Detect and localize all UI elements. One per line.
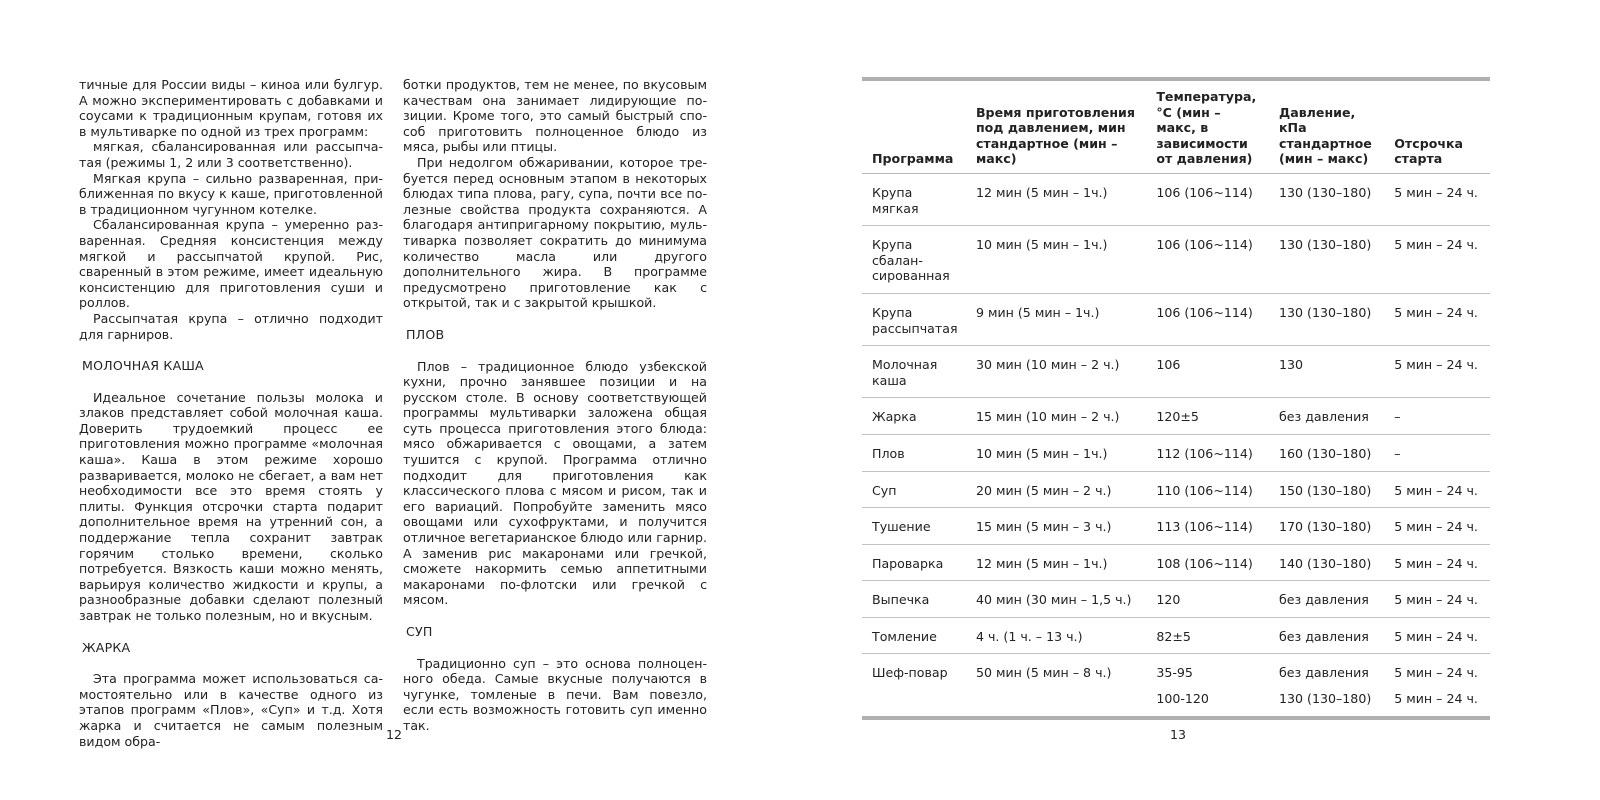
cell-delay: – bbox=[1384, 398, 1490, 435]
table-row bbox=[862, 346, 1490, 398]
cell-program: Крупа рассыпчатая bbox=[862, 293, 966, 345]
body-paragraph: Мягкая крупа – сильно разваренная, приближенная по вкусу к каше, приготовленной в традиционном чугунном котелке. bbox=[79, 170, 383, 217]
table-row bbox=[862, 581, 1490, 618]
cell-program: Крупа сбалансированная bbox=[862, 226, 966, 294]
table-row bbox=[862, 508, 1490, 545]
cell-temperature: 108 (106~114) bbox=[1146, 544, 1269, 581]
cell-delay bbox=[1384, 654, 1490, 718]
cell-time: 15 мин (5 мин – 3 ч.) bbox=[966, 508, 1146, 545]
cell-delay: 5 мин – 24 ч. bbox=[1384, 293, 1490, 345]
cell-pressure: 170 (130–180) bbox=[1269, 508, 1384, 545]
cell-time: 30 мин (10 мин – 2 ч.) bbox=[966, 346, 1146, 398]
text-column-left bbox=[79, 77, 383, 749]
cell-time: 12 мин (5 мин – 1ч.) bbox=[966, 544, 1146, 581]
cell-time: 4 ч. (1 ч. – 13 ч.) bbox=[966, 617, 1146, 654]
cell-program: Шеф-повар bbox=[872, 665, 948, 681]
cell-time: 10 мин (5 мин – 1ч.) bbox=[966, 226, 1146, 294]
header-temperature: Температура, °С (мин – макс, в зависимости от давления) bbox=[1146, 79, 1269, 173]
cell-time: 50 мин (5 мин – 8 ч.) bbox=[975, 665, 1112, 681]
cell-temperature: 120±5 bbox=[1146, 398, 1269, 435]
cell-temperature: 113 (106~114) bbox=[1146, 508, 1269, 545]
body-paragraph: Эта программа может использоваться самостоятельно или в качестве одного из этапов программ «Плов», «Суп» и т.д. Хотя жарка и считается не самым полезным видом обра- bbox=[79, 671, 383, 749]
cell-pressure: без давления bbox=[1269, 581, 1384, 618]
cell-temperature: 106 (106~114) bbox=[1146, 226, 1269, 294]
table-row bbox=[862, 654, 1490, 718]
cell-pressure: 130 (130–180) bbox=[1269, 226, 1384, 294]
cell-pressure: 160 (130–180) bbox=[1269, 434, 1384, 471]
table-row bbox=[862, 226, 1490, 294]
cell-temperature: 112 (106~114) bbox=[1146, 434, 1269, 471]
body-paragraph: Плов – традиционное блюдо узбекской кухни, прочно занявшее позиции и на русском столе. В основу соответствующей программы мультиварки заложена общая суть процесса приготовления этого блюда: мясо обжаривается с овощами, а затем тушится с крупой. Программа отлично подходит для приготовления как классического плова с мясом и рисом, так и его вариаций. Попробуйте заменить мясо овощами или сухофруктами, и получится отличное вегетарианское блюдо или гарнир. А заменив рис макаронами или гречкой, сможете накормить семью аппетитными макаронами по-флотски или гречкой с мясом. bbox=[403, 358, 707, 608]
header-delay: Отсрочка старта bbox=[1384, 79, 1490, 173]
cell-pressure-line: 130 (130–180) bbox=[1279, 691, 1372, 707]
cell-program: Жарка bbox=[862, 398, 966, 435]
section-heading: ЖАРКА bbox=[82, 639, 131, 655]
cell-temperature bbox=[1146, 654, 1269, 718]
body-paragraph: ботки продуктов, тем не менее, по вкусовым качествам она занимает лидирующие позиции. Кроме того, это самый быстрый способ приготовить полноценное блюдо из мяса, рыбы или птицы. bbox=[403, 77, 707, 155]
header-time: Время приготовления под давлением, мин стандартное (мин – макс) bbox=[966, 79, 1146, 173]
cell-delay: – bbox=[1384, 434, 1490, 471]
cell-program: Крупа мягкая bbox=[862, 173, 966, 225]
body-paragraph: Традиционно суп – это основа полноценного обеда. Самые вкусные получаются в чугунке, томленые в печи. Вам повезло, если есть возможность готовить суп именно так. bbox=[403, 655, 707, 733]
cell-delay: 5 мин – 24 ч. bbox=[1384, 471, 1490, 508]
cell-program: Плов bbox=[862, 434, 966, 471]
body-paragraph: мягкая, сбалансированная или рассыпчатая (режимы 1, 2 или 3 соответственно). bbox=[79, 139, 383, 170]
table-row bbox=[862, 293, 1490, 345]
table-row bbox=[862, 471, 1490, 508]
header-program: Программа bbox=[862, 79, 966, 173]
cell-time: 10 мин (5 мин – 1ч.) bbox=[966, 434, 1146, 471]
cell-pressure: 140 (130–180) bbox=[1269, 544, 1384, 581]
cell-program: Молочная каша bbox=[862, 346, 966, 398]
cell-delay: 5 мин – 24 ч. bbox=[1384, 581, 1490, 618]
cell-time: 9 мин (5 мин – 1ч.) bbox=[966, 293, 1146, 345]
body-paragraph: При недолгом обжаривании, которое требуется перед основным этапом в некоторых блюдах типа плова, рагу, супа, почти все полезные свойства продукта сохраняются. А благодаря антипригарному покрытию, мультиварка позволяет сократить до минимума количество масла или другого дополнительного жира. В программе предусмотрено приготовление как с открытой, так и с закрытой крышкой. bbox=[403, 154, 707, 311]
table-body bbox=[862, 173, 1490, 717]
table-header-row bbox=[862, 79, 1490, 173]
program-specs-table bbox=[862, 77, 1490, 720]
cell-pressure-line: без давления bbox=[1279, 665, 1369, 681]
cell-delay: 5 мин – 24 ч. bbox=[1384, 346, 1490, 398]
cell-temperature: 120 bbox=[1146, 581, 1269, 618]
cell-temperature-line: 100-120 bbox=[1156, 691, 1209, 707]
cell-delay: 5 мин – 24 ч. bbox=[1384, 173, 1490, 225]
cell-program: Тушение bbox=[862, 508, 966, 545]
cell-time: 15 мин (10 мин – 2 ч.) bbox=[966, 398, 1146, 435]
cell-temperature: 110 (106~114) bbox=[1146, 471, 1269, 508]
cell-delay: 5 мин – 24 ч. bbox=[1384, 226, 1490, 294]
section-heading: ПЛОВ bbox=[406, 326, 445, 342]
cell-program: Выпечка bbox=[862, 581, 966, 618]
cell-pressure: 130 (130–180) bbox=[1269, 173, 1384, 225]
table-row bbox=[862, 434, 1490, 471]
section-heading: МОЛОЧНАЯ КАША bbox=[82, 358, 204, 374]
cell-temperature: 106 (106~114) bbox=[1146, 173, 1269, 225]
text-column-middle bbox=[403, 77, 707, 734]
table-row bbox=[862, 617, 1490, 654]
body-paragraph: Идеальное сочетание пользы молока и злаков представляет собой молочная каша. Доверить трудоемкий процесс ее приготовления можно программе «молочная каша». Каша в этом режиме хорошо разваривается, молоко не сбегает, а вам нет необходимости все это время стоять у плиты. Функция отсрочки старта подарит дополнительное время на утренний сон, а поддержание тепла сохранит завтрак горячим столько времени, сколько потребуется. Вязкость каши можно менять, варьируя количество жидкости и крупы, а разнообразные добавки сделают полезный завтрак не только полезным, но и вкусным. bbox=[79, 389, 383, 623]
cell-delay: 5 мин – 24 ч. bbox=[1384, 544, 1490, 581]
cell-pressure: без давления bbox=[1269, 398, 1384, 435]
table-row bbox=[862, 173, 1490, 225]
section-heading: СУП bbox=[406, 624, 433, 639]
cell-temperature: 106 (106~114) bbox=[1146, 293, 1269, 345]
cell-pressure: без давления bbox=[1269, 617, 1384, 654]
cell-temperature-line: 35-95 bbox=[1156, 665, 1193, 681]
body-paragraph: Сбалансированная крупа – умеренно разваренная. Средняя консистенция между мягкой и рассыпчатой крупой. Рис, сваренный в этом режиме, имеет идеальную консистенцию для приготовления суши и роллов. bbox=[79, 217, 383, 311]
cell-temperature: 106 bbox=[1146, 346, 1269, 398]
cell-time: 12 мин (5 мин – 1ч.) bbox=[966, 173, 1146, 225]
cell-program: Пароварка bbox=[862, 544, 966, 581]
cell-pressure: 150 (130–180) bbox=[1269, 471, 1384, 508]
cell-time: 20 мин (5 мин – 2 ч.) bbox=[966, 471, 1146, 508]
table-row bbox=[862, 398, 1490, 435]
cell-delay: 5 мин – 24 ч. bbox=[1384, 508, 1490, 545]
cell-pressure bbox=[1269, 654, 1384, 718]
cell-pressure: 130 bbox=[1269, 346, 1384, 398]
body-paragraph: тичные для России виды – киноа или булгур. А можно экспериментировать с добавками и соусами к традиционным крупам, готовя их в мультиварке по одной из трех программ: bbox=[79, 77, 383, 139]
page-number-right: 13 bbox=[1170, 727, 1187, 742]
cell-delay-line: 5 мин – 24 ч. bbox=[1394, 665, 1478, 681]
page-number-left: 12 bbox=[386, 727, 403, 742]
table-row bbox=[862, 544, 1490, 581]
cell-temperature: 82±5 bbox=[1146, 617, 1269, 654]
cell-delay-line: 5 мин – 24 ч. bbox=[1394, 691, 1478, 707]
header-pressure: Давление, кПа стандартное (мин – макс) bbox=[1269, 79, 1384, 173]
body-paragraph: Рассыпчатая крупа – отлично подходит для гарниров. bbox=[79, 310, 383, 342]
cell-delay: 5 мин – 24 ч. bbox=[1384, 617, 1490, 654]
cell-pressure: 130 (130–180) bbox=[1269, 293, 1384, 345]
cell-time: 40 мин (30 мин – 1,5 ч.) bbox=[966, 581, 1146, 618]
cell-program: Суп bbox=[862, 471, 966, 508]
cell-program: Томление bbox=[862, 617, 966, 654]
